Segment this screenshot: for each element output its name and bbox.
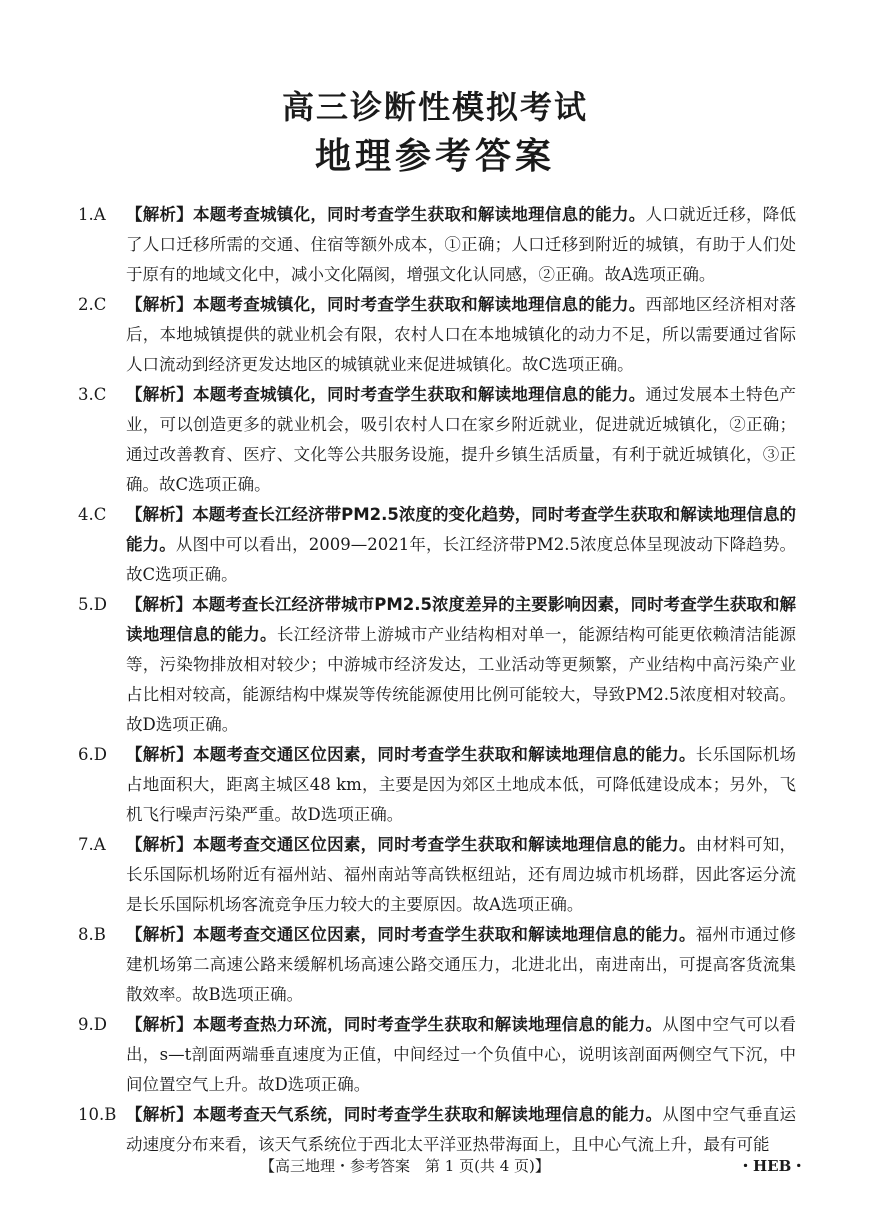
answer-text: 由材料可知，长乐国际机场附近有福州站、福州南站等高铁枢纽站，还有周边城市机场群，因此客运分流是长乐国际机场客流竞争压力较大的主要原因。故A选项正确。: [126, 835, 797, 914]
answer-text: 通过发展本土特色产业，可以创造更多的就业机会，吸引农村人口在家乡附近就业，促进就近城镇化，②正确；通过改善教育、医疗、文化等公共服务设施，提升乡镇生活质量，有利于就近城镇化，③正确。故C选项正确。: [126, 385, 797, 494]
answer-item: [78, 830, 796, 920]
answer-topic: 本题考查天气系统，同时考查学生获取和解读地理信息的能力。: [193, 1105, 663, 1124]
answer-text: 人口就近迁移，降低了人口迁移所需的交通、住宿等额外成本，①正确；人口迁移到附近的城镇，有助于人们处于原有的地域文化中，减小文化隔阂，增强文化认同感，②正确。故A选项正确。: [126, 205, 797, 284]
footer-code: ・HEB・: [738, 1157, 807, 1175]
answer-number: 1.A: [78, 205, 106, 224]
analysis-tag: 【解析】: [126, 385, 194, 404]
answer-item: [78, 920, 796, 1010]
answer-number: 10.B: [78, 1105, 117, 1124]
answer-text: 从图中空气可以看出，s—t剖面两端垂直速度为正值，中间经过一个负值中心，说明该剖面两侧空气下沉，中间位置空气上升。故D选项正确。: [126, 1015, 797, 1094]
answer-text: 西部地区经济相对落后，本地城镇提供的就业机会有限，农村人口在本地城镇化的动力不足，所以需要通过省际人口流动到经济更发达地区的城镇就业来促进城镇化。故C选项正确。: [126, 295, 797, 374]
analysis-tag: 【解析】: [126, 505, 193, 524]
analysis-tag: 【解析】: [126, 745, 194, 764]
answer-topic: 本题考查交通区位因素，同时考查学生获取和解读地理信息的能力。: [193, 925, 696, 944]
analysis-tag: 【解析】: [126, 205, 194, 224]
analysis-tag: 【解析】: [126, 925, 194, 944]
page-subtitle: 地理参考答案: [314, 136, 555, 177]
footer-page-info: 【高三地理・参考答案 第 1 页(共 4 页)】: [260, 1157, 550, 1175]
analysis-tag: 【解析】: [126, 595, 193, 614]
analysis-tag: 【解析】: [126, 835, 194, 854]
answer-item: [78, 740, 796, 830]
answer-number: 7.A: [78, 835, 106, 854]
answer-topic: 本题考查交通区位因素，同时考查学生获取和解读地理信息的能力。: [193, 835, 696, 854]
answer-text: 从图中可以看出，2009—2021年，长江经济带PM2.5浓度总体呈现波动下降趋势。故C选项正确。: [126, 535, 796, 584]
answer-topic: 本题考查城镇化，同时考查学生获取和解读地理信息的能力。: [193, 205, 646, 224]
answer-topic: 本题考查长江经济带城市PM2.5浓度差异的主要影响因素，同时考查学生获取和解读地理信息的能力。: [126, 595, 797, 644]
answer-text: 从图中空气垂直运动速度分布来看，该天气系统位于西北太平洋亚热带海面上，且中心气流上升，最有可能: [126, 1105, 797, 1154]
analysis-tag: 【解析】: [126, 1015, 194, 1034]
answer-item: [78, 590, 796, 740]
answer-item: [78, 290, 796, 380]
answer-number: 4.C: [78, 505, 107, 524]
answer-topic: 本题考查交通区位因素，同时考查学生获取和解读地理信息的能力。: [193, 745, 696, 764]
answer-text: 福州市通过修建机场第二高速公路来缓解机场高速公路交通压力，北进北出，南进南出，可提高客货流集散效率。故B选项正确。: [126, 925, 797, 1004]
answer-topic: 本题考查城镇化，同时考查学生获取和解读地理信息的能力。: [193, 385, 646, 404]
analysis-tag: 【解析】: [126, 295, 194, 314]
answer-topic: 本题考查长江经济带PM2.5浓度的变化趋势，同时考查学生获取和解读地理信息的能力。: [126, 505, 797, 554]
answer-topic: 本题考查城镇化，同时考查学生获取和解读地理信息的能力。: [193, 295, 646, 314]
answer-number: 5.D: [78, 595, 107, 614]
answer-number: 9.D: [78, 1015, 107, 1034]
answer-topic: 本题考查热力环流，同时考查学生获取和解读地理信息的能力。: [193, 1015, 663, 1034]
answer-text: 长江经济带上游城市产业结构相对单一，能源结构可能更依赖清洁能源等，污染物排放相对较少；中游城市经济发达，工业活动等更频繁，产业结构中高污染产业占比相对较高，能源结构中煤炭等传统能源使用比例可能较大，导致PM2.5浓度相对较高。故D选项正确。: [126, 625, 797, 734]
answer-item: [78, 380, 796, 500]
answer-item: [78, 200, 796, 290]
answer-item: [78, 1100, 796, 1160]
answer-list: [78, 200, 796, 1160]
page-title: 高三诊断性模拟考试: [281, 88, 588, 126]
answer-number: 8.B: [78, 925, 106, 944]
answer-number: 2.C: [78, 295, 107, 314]
answer-item: [78, 1010, 796, 1100]
answer-item: [78, 500, 796, 590]
answer-number: 3.C: [78, 385, 107, 404]
answer-text: 长乐国际机场占地面积大，距离主城区48 km，主要是因为郊区土地成本低，可降低建设成本；另外，飞机飞行噪声污染严重。故D选项正确。: [126, 745, 797, 824]
answer-number: 6.D: [78, 745, 107, 764]
analysis-tag: 【解析】: [126, 1105, 194, 1124]
